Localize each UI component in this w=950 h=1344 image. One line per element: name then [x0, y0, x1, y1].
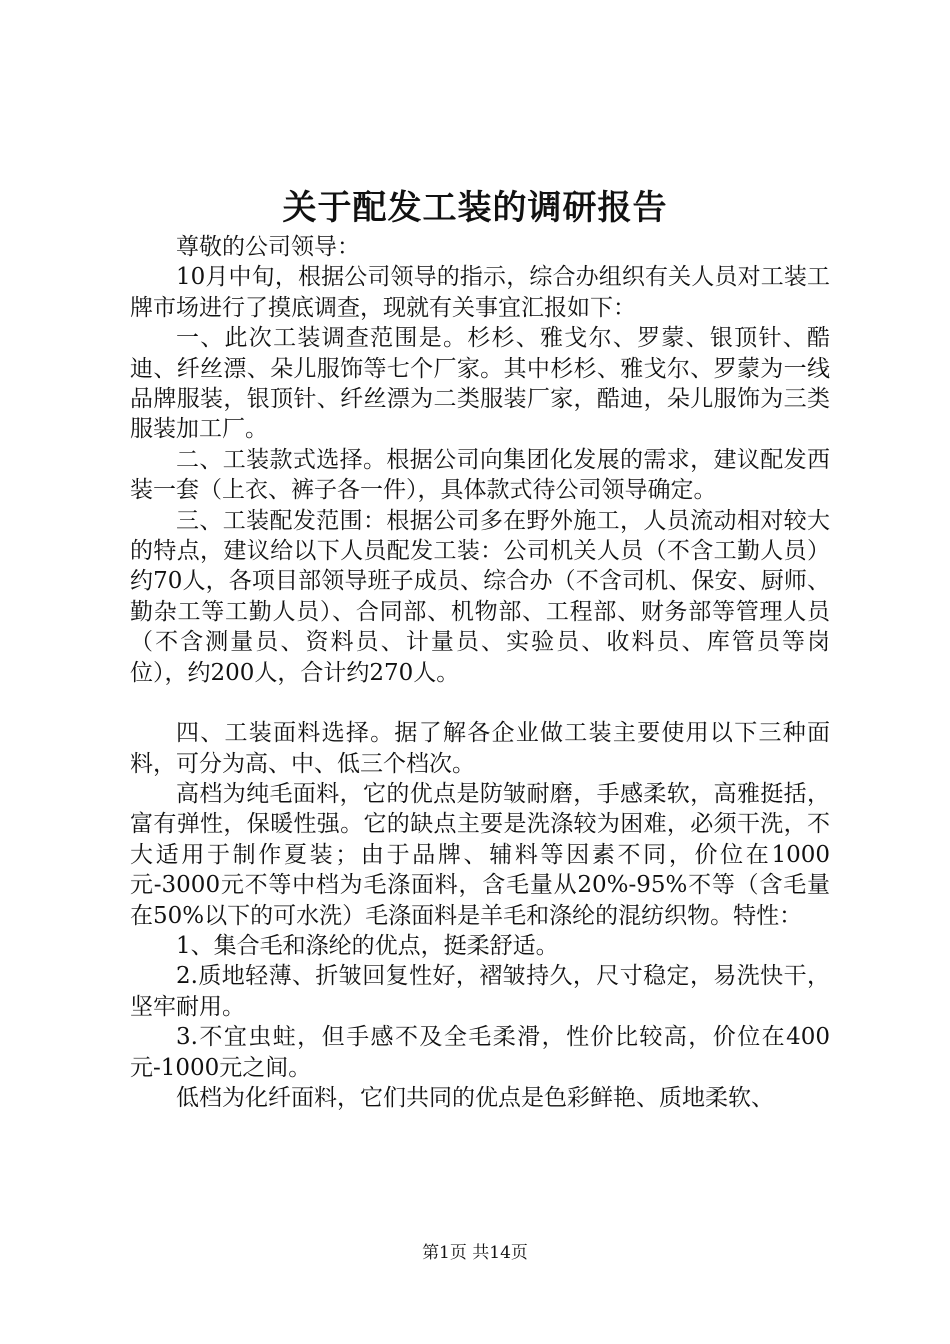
- document-title: 关于配发工装的调研报告: [282, 188, 668, 228]
- section-1-scope-paragraph: 一、此次工装调查范围是。杉杉、雅戈尔、罗蒙、银顶针、酷迪、纤丝漂、朵儿服饰等七个厂家。其中杉杉、雅戈尔、罗蒙为一线品牌服装，银顶针、纤丝漂为二类服装厂家，酷迪，朵儿服饰为三类服装加工厂。: [130, 325, 830, 443]
- intro-paragraph: 10月中旬，根据公司领导的指示，综合办组织有关人员对工装工牌市场进行了摸底调查，现就有关事宜汇报如下：: [130, 264, 830, 321]
- feature-item-3: 3.不宜虫蛀，但手感不及全毛柔滑，性价比较高，价位在400元-1000元之间。: [130, 1024, 830, 1081]
- page-footer: 第1页 共14页: [422, 1243, 528, 1263]
- section-2-style-paragraph: 二、工装款式选择。根据公司向集团化发展的需求，建议配发西装一套（上衣、裤子各一件），具体款式待公司领导确定。: [130, 446, 830, 504]
- salutation-paragraph: 尊敬的公司领导：: [176, 234, 360, 260]
- feature-item-2: 2.质地轻薄、折皱回复性好，褶皱持久，尺寸稳定，易洗快干，坚牢耐用。: [130, 963, 830, 1020]
- high-grade-fabric-paragraph: 高档为纯毛面料，它的优点是防皱耐磨，手感柔软，高雅挺括，富有弹性，保暖性强。它的缺点主要是洗涤较为困难，必须干洗，不大适用于制作夏装；由于品牌、辅料等因素不同，价位在1000元-3000元不等中档为毛涤面料，含毛量从20%-95%不等（含毛量在50%以下的可水洗）毛涤面料是羊毛和涤纶的混纺织物。特性：: [130, 780, 830, 929]
- section-4-fabric-paragraph: 四、工装面料选择。据了解各企业做工装主要使用以下三种面料，可分为高、中、低三个档次。: [130, 720, 830, 777]
- section-3-range-paragraph: 三、工装配发范围：根据公司多在野外施工，人员流动相对较大的特点，建议给以下人员配发工装：公司机关人员（不含工勤人员）约70人，各项目部领导班子成员、综合办（不含司机、保安、厨师、勤杂工等工勤人员）、合同部、机物部、工程部、财务部等管理人员（不含测量员、资料员、计量员、实验员、收料员、库管员等岗位），约200人，合计约270人。: [130, 507, 830, 686]
- document-body: [130, 232, 830, 1113]
- low-grade-fabric-paragraph: 低档为化纤面料，它们共同的优点是色彩鲜艳、质地柔软、: [176, 1084, 774, 1111]
- feature-item-1: 1、集合毛和涤纶的优点，挺柔舒适。: [176, 932, 559, 959]
